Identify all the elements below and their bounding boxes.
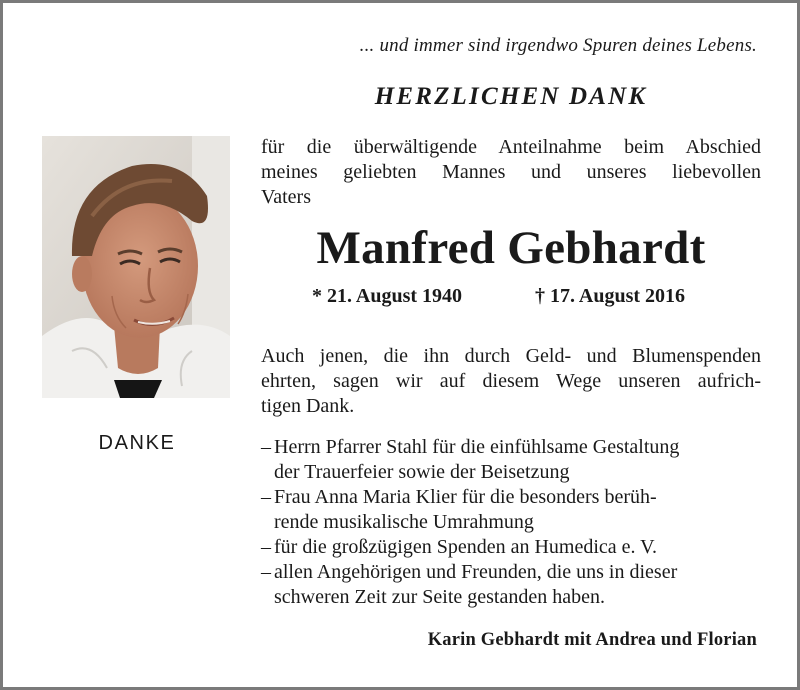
list-item bbox=[261, 560, 761, 610]
paragraph-line: tigen Dank. bbox=[261, 395, 355, 417]
list-item bbox=[261, 485, 761, 535]
list-item bbox=[261, 435, 761, 485]
paragraph-line: Auch jenen, die ihn durch Geld- und Blumenspenden bbox=[261, 345, 761, 367]
signature: Karin Gebhardt mit Andrea und Florian bbox=[427, 630, 757, 650]
paragraph-line: ehrten, sagen wir auf diesem Wege unseren aufrich- bbox=[261, 370, 761, 392]
intro-text bbox=[261, 135, 761, 210]
list-item-line: rende musikalische Umrahmung bbox=[274, 511, 534, 533]
death-date: † 17. August 2016 bbox=[535, 285, 686, 307]
side-thanks-label: DANKE bbox=[98, 432, 176, 454]
list-dash: – bbox=[261, 561, 271, 583]
portrait-photo bbox=[42, 136, 230, 398]
intro-line: meines geliebten Mannes und unseres liebevollen bbox=[261, 161, 761, 183]
list-item-line: schweren Zeit zur Seite gestanden haben. bbox=[274, 586, 605, 608]
list-dash: – bbox=[261, 486, 271, 508]
list-dash: – bbox=[261, 536, 271, 558]
birth-date: * 21. August 1940 bbox=[312, 285, 463, 307]
motto-text: ... und immer sind irgendwo Spuren deines Lebens. bbox=[359, 35, 757, 56]
list-item-line: Frau Anna Maria Klier für die besonders berüh- bbox=[274, 486, 657, 508]
list-item-line: allen Angehörigen und Freunden, die uns in dieser bbox=[274, 561, 678, 583]
intro-line: Vaters bbox=[261, 186, 311, 208]
list-item-line: der Trauerfeier sowie der Beisetzung bbox=[274, 461, 570, 483]
list-item bbox=[261, 535, 761, 560]
list-item-line: für die großzügigen Spenden an Humedica e. V. bbox=[274, 536, 658, 558]
thanks-paragraph bbox=[261, 344, 761, 419]
list-item-line: Herrn Pfarrer Stahl für die einfühlsame Gestaltung bbox=[274, 436, 680, 458]
headline: HERZLICHEN DANK bbox=[374, 83, 648, 110]
deceased-name: Manfred Gebhardt bbox=[316, 222, 706, 274]
list-dash: – bbox=[261, 436, 271, 458]
intro-line: für die überwältigende Anteilnahme beim Abschied bbox=[261, 136, 761, 158]
thanks-list bbox=[261, 435, 761, 610]
